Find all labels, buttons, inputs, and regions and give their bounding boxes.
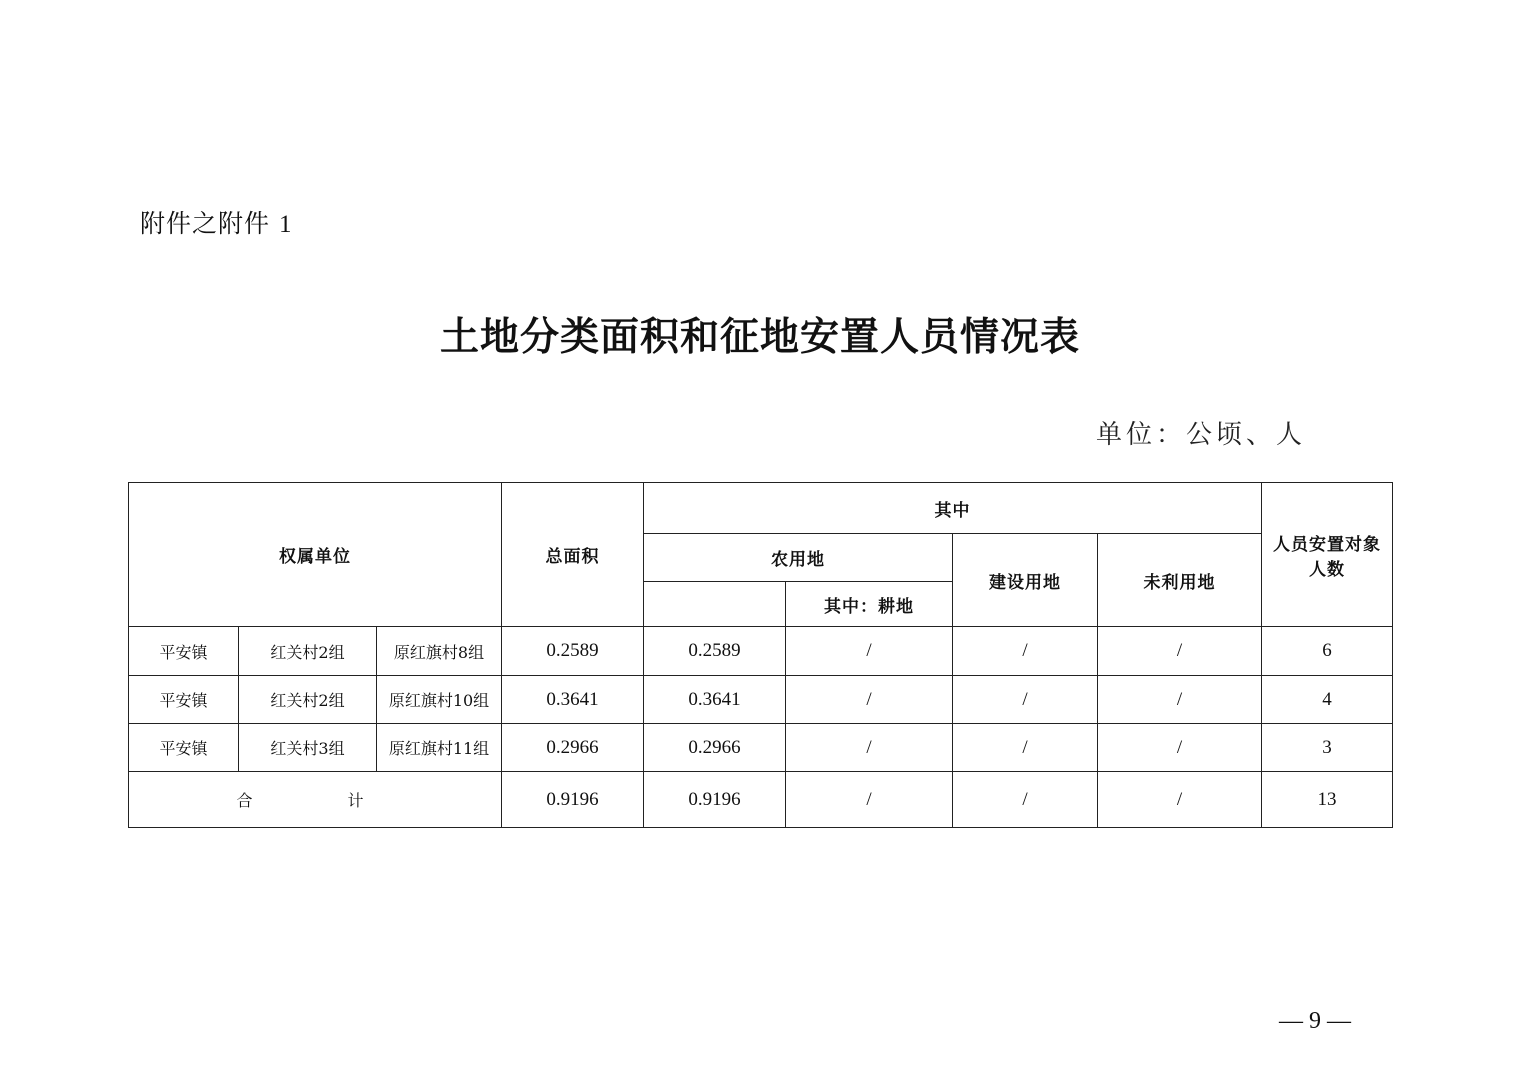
cell-total-area: 0.2589 xyxy=(502,627,644,676)
document-title: 土地分类面积和征地安置人员情况表 xyxy=(439,314,1080,360)
cell-construction: / xyxy=(953,627,1098,676)
attachment-label-text: 附件之附件 xyxy=(140,209,271,238)
attachment-number: 1 xyxy=(278,211,293,238)
header-agricultural: 农用地 xyxy=(644,534,953,582)
cell-resettlement: 4 xyxy=(1262,676,1393,724)
cell-unused: / xyxy=(1098,724,1262,772)
cell-former-group: 原红旗村8组 xyxy=(377,627,502,676)
table-row xyxy=(129,627,1393,676)
cell-cultivated: / xyxy=(786,724,953,772)
cell-resettlement: 6 xyxy=(1262,627,1393,676)
land-classification-table xyxy=(128,482,1393,828)
header-resettlement: 人员安置对象人数 xyxy=(1262,483,1393,627)
cell-agricultural: 0.2589 xyxy=(644,627,786,676)
cell-total-label: 合 计 xyxy=(129,772,502,828)
cell-agricultural: 0.3641 xyxy=(644,676,786,724)
header-ownership: 权属单位 xyxy=(129,483,502,627)
cell-agricultural: 0.9196 xyxy=(644,772,786,828)
cell-total-area: 0.3641 xyxy=(502,676,644,724)
header-total-area: 总面积 xyxy=(502,483,644,627)
table-row xyxy=(129,724,1393,772)
cell-construction: / xyxy=(953,676,1098,724)
header-cultivated: 其中：耕地 xyxy=(786,582,953,627)
cell-resettlement: 13 xyxy=(1262,772,1393,828)
cell-town: 平安镇 xyxy=(129,724,239,772)
header-agricultural-blank xyxy=(644,582,786,627)
cell-unused: / xyxy=(1098,627,1262,676)
cell-cultivated: / xyxy=(786,676,953,724)
cell-cultivated: / xyxy=(786,772,953,828)
cell-construction: / xyxy=(953,724,1098,772)
cell-construction: / xyxy=(953,772,1098,828)
cell-total-area: 0.9196 xyxy=(502,772,644,828)
header-unused: 未利用地 xyxy=(1098,534,1262,627)
cell-former-group: 原红旗村11组 xyxy=(377,724,502,772)
cell-town: 平安镇 xyxy=(129,627,239,676)
cell-unused: / xyxy=(1098,772,1262,828)
table-row xyxy=(129,676,1393,724)
unit-note: 单位：公顷、人 xyxy=(1095,420,1306,450)
cell-resettlement: 3 xyxy=(1262,724,1393,772)
cell-unused: / xyxy=(1098,676,1262,724)
cell-total-area: 0.2966 xyxy=(502,724,644,772)
cell-agricultural: 0.2966 xyxy=(644,724,786,772)
cell-village-group: 红关村2组 xyxy=(239,676,377,724)
header-of-which: 其中 xyxy=(644,483,1262,534)
page-number: — 9 — xyxy=(1279,1008,1351,1034)
table-total-row xyxy=(129,772,1393,828)
cell-cultivated: / xyxy=(786,627,953,676)
attachment-label xyxy=(140,204,292,240)
cell-village-group: 红关村2组 xyxy=(239,627,377,676)
header-construction: 建设用地 xyxy=(953,534,1098,627)
cell-village-group: 红关村3组 xyxy=(239,724,377,772)
cell-former-group: 原红旗村10组 xyxy=(377,676,502,724)
cell-town: 平安镇 xyxy=(129,676,239,724)
